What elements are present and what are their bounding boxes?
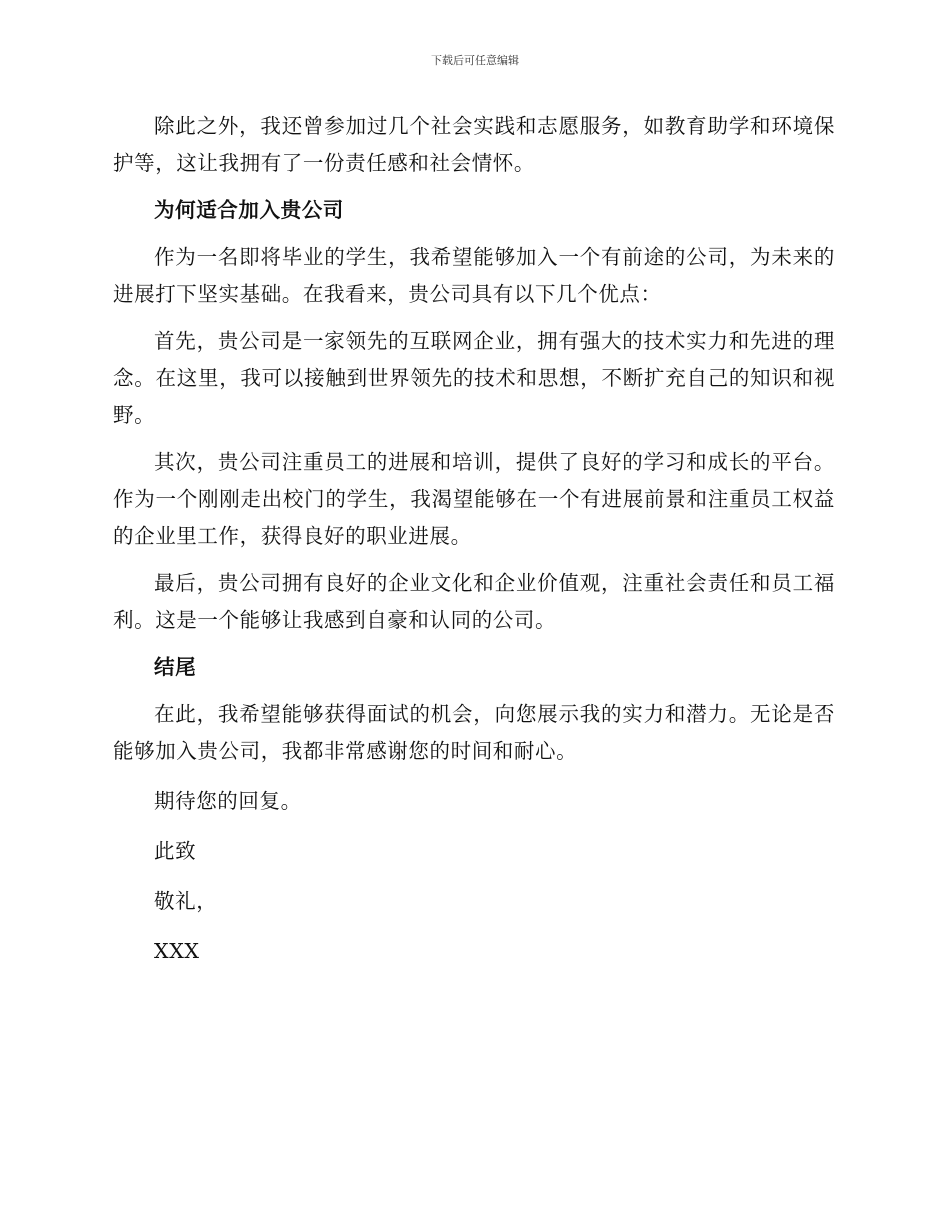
page-header: 下载后可任意编辑	[431, 54, 519, 67]
paragraph-social-practice: 除此之外，我还曾参加过几个社会实践和志愿服务，如教育助学和环境保护等，这让我拥有了一份责任感和社会情怀。	[113, 114, 835, 175]
paragraph-intro-advantages: 作为一名即将毕业的学生，我希望能够加入一个有前途的公司，为未来的进展打下坚实基础。在我看来，贵公司具有以下几个优点：	[113, 245, 835, 306]
salutation-jing-li: 敬礼，	[154, 889, 218, 913]
paragraph-first-advantage: 首先，贵公司是一家领先的互联网企业，拥有强大的技术实力和先进的理念。在这里，我可以接触到世界领先的技术和思想，不断扩充自己的知识和视野。	[113, 329, 835, 427]
section-heading-closing: 结尾	[154, 655, 197, 679]
paragraph-second-advantage: 其次，贵公司注重员工的进展和培训，提供了良好的学习和成长的平台。作为一个刚刚走出校门的学生，我渴望能够在一个有进展前景和注重员工权益的企业里工作，获得良好的职业进展。	[113, 450, 835, 548]
paragraph-closing: 在此，我希望能够获得面试的机会，向您展示我的实力和潜力。无论是否能够加入贵公司，我都非常感谢您的时间和耐心。	[113, 702, 835, 763]
salutation-ci-zhi: 此致	[154, 839, 197, 863]
signature-name: XXX	[154, 939, 200, 963]
document-body	[113, 108, 835, 970]
paragraph-third-advantage: 最后，贵公司拥有良好的企业文化和企业价值观，注重社会责任和员工福利。这是一个能够让我感到自豪和认同的公司。	[113, 571, 835, 632]
paragraph-looking-forward: 期待您的回复。	[154, 789, 302, 813]
section-heading-why-join: 为何适合加入贵公司	[154, 198, 344, 222]
